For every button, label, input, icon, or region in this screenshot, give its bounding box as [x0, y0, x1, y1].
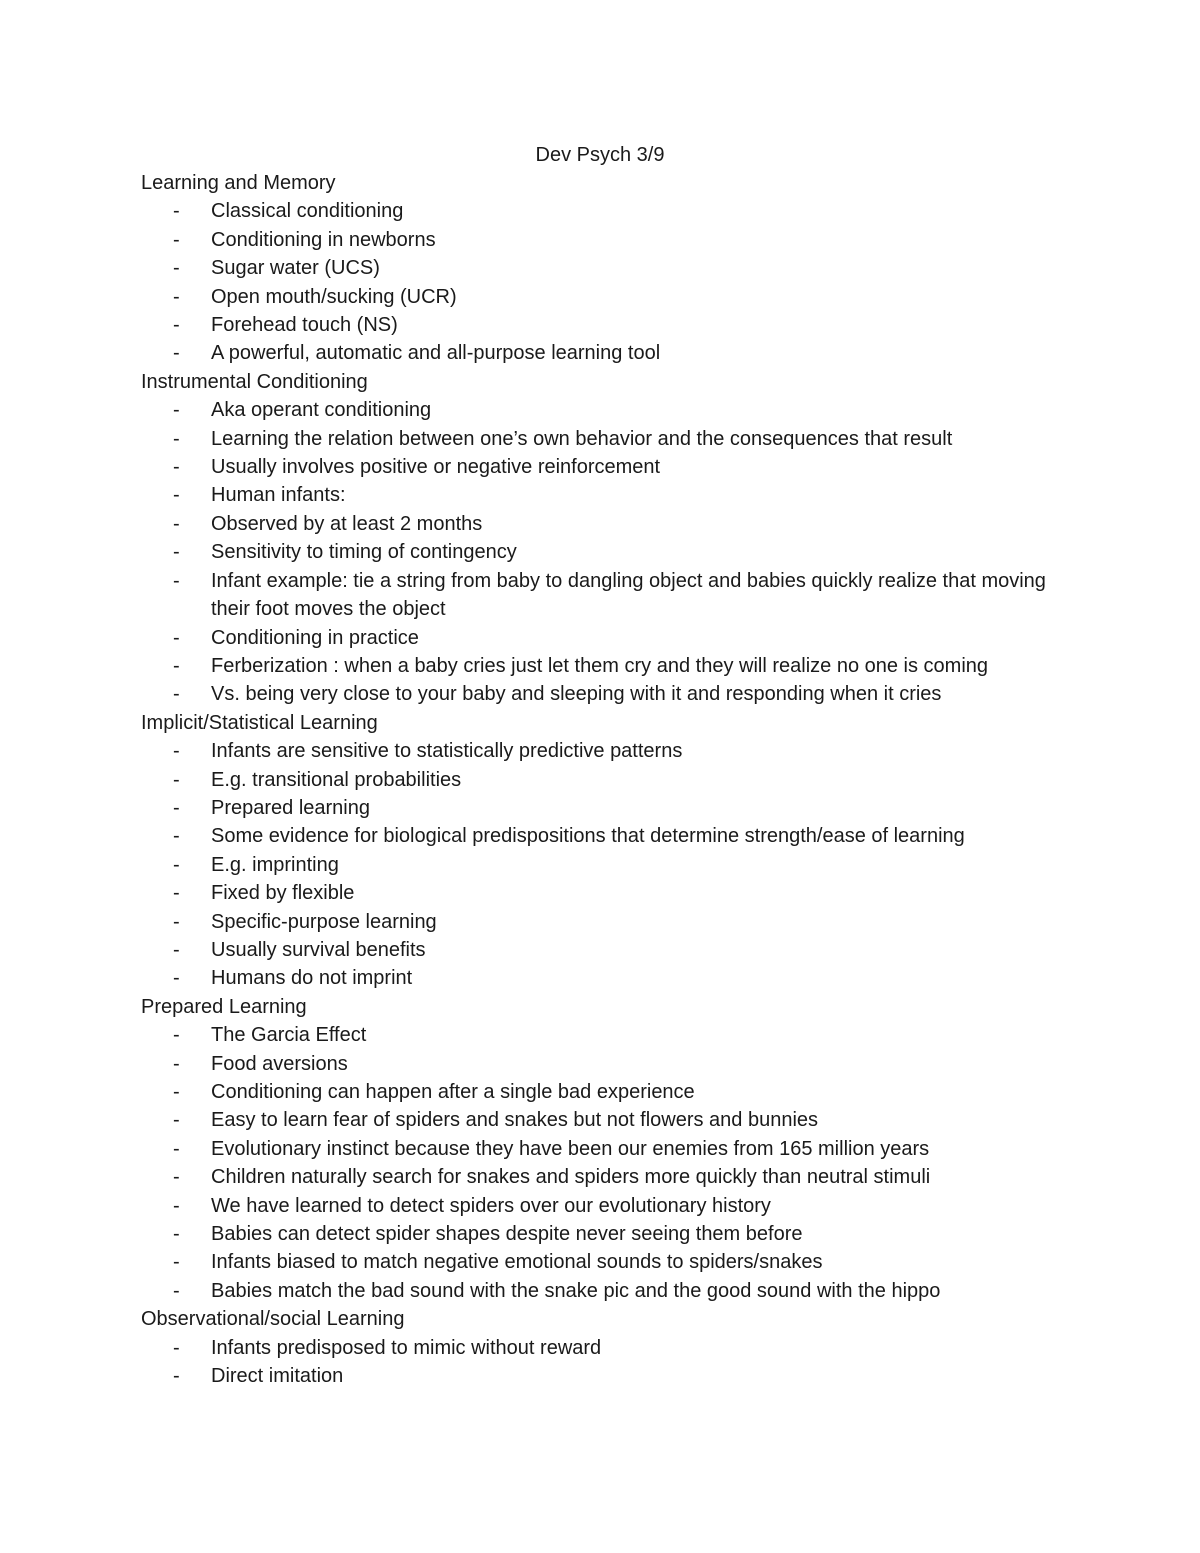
bullet-dash: -	[173, 541, 180, 564]
list-item	[141, 283, 1081, 311]
list-item-text: We have learned to detect spiders over our evolutionary history	[211, 1194, 771, 1217]
bullet-dash: -	[173, 938, 180, 961]
list-item	[141, 510, 1081, 538]
list-item	[141, 1220, 1081, 1248]
list-item-text: Infants biased to match negative emotional sounds to spiders/snakes	[211, 1251, 823, 1274]
bullet-dash: -	[173, 427, 180, 450]
bullet-dash: -	[173, 1166, 180, 1189]
bullet-list	[141, 1334, 1081, 1391]
list-item	[141, 311, 1081, 339]
bullet-dash: -	[173, 456, 180, 479]
list-item	[141, 453, 1081, 481]
list-item	[141, 1362, 1081, 1390]
list-item	[141, 1050, 1081, 1078]
list-item-text: E.g. imprinting	[211, 853, 339, 876]
bullet-dash: -	[173, 285, 180, 308]
list-item-text: Ferberization : when a baby cries just let them cry and they will realize no one is coming	[211, 654, 989, 677]
bullet-dash: -	[173, 796, 180, 819]
bullet-dash: -	[173, 910, 180, 933]
list-item-text: E.g. transitional probabilities	[211, 768, 462, 791]
list-item-text: Vs. being very close to your baby and sleeping with it and responding when it cries	[211, 683, 942, 706]
document-title: Dev Psych 3/9	[535, 144, 665, 166]
list-item	[141, 879, 1081, 907]
bullet-list	[141, 737, 1081, 993]
list-item	[141, 652, 1081, 680]
bullet-dash: -	[173, 853, 180, 876]
list-item-text: Conditioning in newborns	[211, 228, 436, 251]
bullet-dash: -	[173, 1052, 180, 1075]
list-item	[141, 396, 1081, 424]
list-item-text: Human infants:	[211, 484, 346, 507]
section-heading: Learning and Memory	[141, 172, 336, 194]
list-item	[141, 538, 1081, 566]
bullet-dash: -	[173, 1279, 180, 1302]
list-item	[141, 425, 1081, 453]
list-item	[141, 567, 1081, 624]
bullet-dash: -	[173, 1081, 180, 1103]
list-item-text: Usually involves positive or negative reinforcement	[211, 456, 661, 479]
document-body	[141, 169, 1081, 1390]
list-item	[141, 908, 1081, 936]
list-item-text: Learning the relation between one’s own behavior and the consequences that result	[211, 427, 953, 450]
bullet-dash: -	[173, 200, 180, 223]
bullet-dash: -	[173, 1223, 180, 1246]
list-item-text: The Garcia Effect	[211, 1024, 367, 1047]
list-item-text: Prepared learning	[211, 796, 370, 819]
list-item	[141, 339, 1081, 367]
bullet-dash: -	[173, 768, 180, 791]
list-item-text: Fixed by flexible	[211, 882, 355, 905]
bullet-list	[141, 197, 1081, 367]
list-item-text: Babies match the bad sound with the snake pic and the good sound with the hippo	[211, 1279, 941, 1302]
list-item	[141, 851, 1081, 879]
list-item-text: Conditioning can happen after a single bad experience	[211, 1081, 695, 1103]
list-item	[141, 1078, 1081, 1106]
list-item	[141, 254, 1081, 282]
bullet-dash: -	[173, 228, 180, 251]
list-item-text: Babies can detect spider shapes despite never seeing them before	[211, 1223, 803, 1246]
section-heading: Observational/social Learning	[141, 1308, 405, 1331]
bullet-dash: -	[173, 512, 180, 535]
section-heading: Implicit/Statistical Learning	[141, 711, 378, 734]
list-item	[141, 1248, 1081, 1276]
bullet-dash: -	[173, 1194, 180, 1217]
list-item	[141, 197, 1081, 225]
list-item-text: Conditioning in practice	[211, 626, 419, 649]
list-item-text: Evolutionary instinct because they have been our enemies from 165 million years	[211, 1137, 930, 1160]
list-item	[141, 481, 1081, 509]
section-heading: Prepared Learning	[141, 995, 307, 1018]
list-item-text: Observed by at least 2 months	[211, 512, 483, 535]
list-item-text: Humans do not imprint	[211, 967, 413, 990]
list-item	[141, 964, 1081, 992]
list-item	[141, 680, 1081, 708]
list-item-text: Usually survival benefits	[211, 938, 426, 961]
list-item	[141, 1192, 1081, 1220]
list-item	[141, 936, 1081, 964]
list-item	[141, 1135, 1081, 1163]
list-item-text: Forehead touch (NS)	[211, 314, 398, 337]
bullet-dash: -	[173, 1336, 180, 1359]
bullet-list	[141, 396, 1081, 708]
bullet-dash: -	[173, 1137, 180, 1160]
list-item-text: Infants predisposed to mimic without reward	[211, 1336, 602, 1359]
list-item	[141, 624, 1081, 652]
list-item-text: Food aversions	[211, 1052, 348, 1075]
list-item	[141, 794, 1081, 822]
list-item-text: Open mouth/sucking (UCR)	[211, 285, 457, 308]
list-item-text: Specific-purpose learning	[211, 910, 437, 933]
bullet-dash: -	[173, 825, 180, 848]
list-item-text: Aka operant conditioning	[211, 399, 432, 422]
list-item	[141, 822, 1081, 850]
bullet-dash: -	[173, 882, 180, 905]
bullet-dash: -	[173, 569, 180, 592]
bullet-dash: -	[173, 683, 180, 706]
list-item	[141, 1163, 1081, 1191]
bullet-dash: -	[173, 654, 180, 677]
list-item-text: Children naturally search for snakes and spiders more quickly than neutral stimuli	[211, 1166, 931, 1189]
bullet-dash: -	[173, 1251, 180, 1274]
list-item-text: Sugar water (UCS)	[211, 257, 380, 280]
list-item-text: Some evidence for biological predispositions that determine strength/ease of learning	[211, 825, 965, 848]
list-item	[141, 1277, 1081, 1305]
list-item	[141, 737, 1081, 765]
bullet-dash: -	[173, 740, 180, 763]
bullet-dash: -	[173, 967, 180, 990]
list-item	[141, 1021, 1081, 1049]
list-item	[141, 226, 1081, 254]
bullet-dash: -	[173, 1024, 180, 1047]
bullet-dash: -	[173, 1365, 180, 1388]
bullet-dash: -	[173, 1109, 180, 1132]
list-item-text: Classical conditioning	[211, 200, 404, 223]
bullet-dash: -	[173, 484, 180, 507]
bullet-dash: -	[173, 399, 180, 422]
bullet-dash: -	[173, 257, 180, 280]
list-item	[141, 766, 1081, 794]
list-item-text: Direct imitation	[211, 1365, 344, 1388]
list-item-text: Sensitivity to timing of contingency	[211, 541, 517, 564]
list-item-text: Infants are sensitive to statistically predictive patterns	[211, 740, 683, 763]
list-item-text: Easy to learn fear of spiders and snakes but not flowers and bunnies	[211, 1109, 819, 1132]
list-item-text: Infant example: tie a string from baby to dangling object and babies quickly realize that moving their foot moves the object	[211, 569, 1046, 621]
list-item-text: A powerful, automatic and all-purpose learning tool	[211, 342, 661, 365]
bullet-dash: -	[173, 342, 180, 365]
section-heading: Instrumental Conditioning	[141, 370, 368, 393]
bullet-dash: -	[173, 314, 180, 337]
bullet-list	[141, 1021, 1081, 1305]
bullet-dash: -	[173, 626, 180, 649]
list-item	[141, 1334, 1081, 1362]
list-item	[141, 1106, 1081, 1134]
